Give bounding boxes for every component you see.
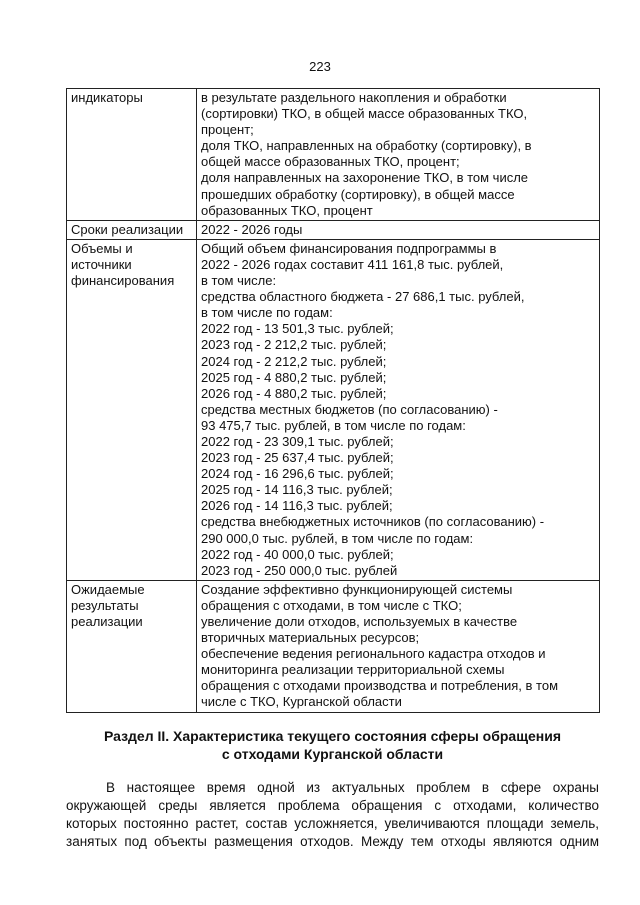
row-value-line: средства областного бюджета - 27 686,1 тыс. рублей,: [201, 289, 525, 305]
row-value-line: мониторинга реализации территориальной схемы: [201, 662, 505, 678]
row-value-line: средства местных бюджетов (по согласованию) -: [201, 401, 498, 417]
row-value-line: обращения с отходами производства и потребления, в том: [201, 678, 559, 694]
row-value-line: 2024 год - 2 212,2 тыс. рублей;: [201, 353, 387, 369]
row-value-line: обращения с отходами, в том числе с ТКО;: [201, 597, 462, 613]
row-value-line: 2022 год - 13 501,3 тыс. рублей;: [201, 321, 394, 337]
row-value-line: 2026 год - 14 116,3 тыс. рублей;: [201, 498, 393, 514]
row-value-line: (сортировки) ТКО, в общей массе образованных ТКО,: [201, 106, 528, 122]
row-value-cell: [197, 89, 600, 221]
row-value-line: 2022 - 2026 годы: [201, 221, 303, 237]
row-value-line: 2025 год - 4 880,2 тыс. рублей;: [201, 369, 387, 385]
row-value-line: Общий объем финансирования подпрограммы в: [201, 240, 497, 256]
body-line: В настоящее время одной из актуальных проблем в сфере охраны: [106, 780, 599, 795]
row-value-line: прошедших обработку (сортировку), в общей массе: [201, 186, 515, 202]
section-heading: [66, 727, 599, 763]
row-value-line: 2022 год - 23 309,1 тыс. рублей;: [201, 433, 394, 449]
row-value-line: доля направленных на захоронение ТКО, в том числе: [201, 170, 529, 186]
row-label-line: Сроки реализации: [71, 221, 184, 237]
row-value-line: 2023 год - 25 637,4 тыс. рублей;: [201, 450, 394, 466]
row-value-line: 290 000,0 тыс. рублей, в том числе по годам:: [201, 530, 474, 546]
row-value-line: в результате раздельного накопления и обработки: [201, 90, 507, 105]
row-value-cell: [197, 220, 600, 239]
row-value-line: средства внебюджетных источников (по согласованию) -: [201, 514, 545, 530]
page-number: 223: [309, 59, 331, 74]
row-label-cell: [67, 580, 197, 712]
row-value-cell: [197, 580, 600, 712]
row-value-line: в том числе:: [201, 273, 277, 289]
row-value-line: образованных ТКО, процент: [201, 202, 373, 218]
row-label-cell: [67, 239, 197, 580]
row-value-line: в том числе по годам:: [201, 305, 333, 321]
passport-table: [66, 88, 600, 713]
row-value-line: 2026 год - 4 880,2 тыс. рублей;: [201, 385, 387, 401]
body-line: занятых под объекты размещения отходов. Между тем отходы являются одним: [66, 834, 599, 849]
table-row: [67, 89, 600, 221]
table-row: [67, 580, 600, 712]
row-value-line: процент;: [201, 122, 254, 138]
body-line: окружающей среды является проблема обращения с отходами, количество: [66, 798, 599, 813]
table-row: [67, 220, 600, 239]
row-label-line: финансирования: [71, 273, 175, 289]
row-value-line: Создание эффективно функционирующей системы: [201, 581, 513, 597]
row-value-line: 2022 год - 40 000,0 тыс. рублей;: [201, 546, 394, 562]
row-value-line: числе с ТКО, Курганской области: [201, 694, 402, 710]
row-label-line: индикаторы: [71, 90, 143, 105]
row-value-line: 2023 год - 250 000,0 тыс. рублей: [201, 562, 398, 578]
row-label-line: источники: [71, 256, 132, 272]
body-paragraph: [66, 779, 599, 851]
section-heading-line-1: Раздел II. Характеристика текущего состояния сферы обращения: [103, 728, 562, 744]
row-value-line: 2023 год - 2 212,2 тыс. рублей;: [201, 337, 387, 353]
row-label-line: Объемы и: [71, 240, 133, 256]
row-value-line: вторичных материальных ресурсов;: [201, 630, 420, 646]
section-heading-line-2: с отходами Курганской области: [221, 746, 444, 762]
row-label-line: Ожидаемые: [71, 581, 145, 597]
row-value-line: 2022 - 2026 годах составит 411 161,8 тыс. рублей,: [201, 256, 504, 272]
table-row: [67, 239, 600, 580]
body-line: которых постоянно растет, состав усложняется, увеличиваются площади земель,: [66, 816, 599, 831]
row-value-cell: [197, 239, 600, 580]
row-value-line: 2025 год - 14 116,3 тыс. рублей;: [201, 482, 393, 498]
row-label-line: реализации: [71, 614, 143, 629]
row-label-line: результаты: [71, 597, 139, 613]
row-value-line: доля ТКО, направленных на обработку (сортировку), в: [201, 138, 532, 154]
row-value-line: увеличение доли отходов, используемых в качестве: [201, 614, 518, 629]
row-value-line: обеспечение ведения регионального кадастра отходов и: [201, 646, 546, 662]
row-value-line: 2024 год - 16 296,6 тыс. рублей;: [201, 466, 394, 482]
row-label-cell: [67, 220, 197, 239]
row-value-line: 93 475,7 тыс. рублей, в том числе по годам:: [201, 417, 466, 433]
row-value-line: общей массе образованных ТКО, процент;: [201, 154, 460, 170]
row-label-cell: [67, 89, 197, 221]
